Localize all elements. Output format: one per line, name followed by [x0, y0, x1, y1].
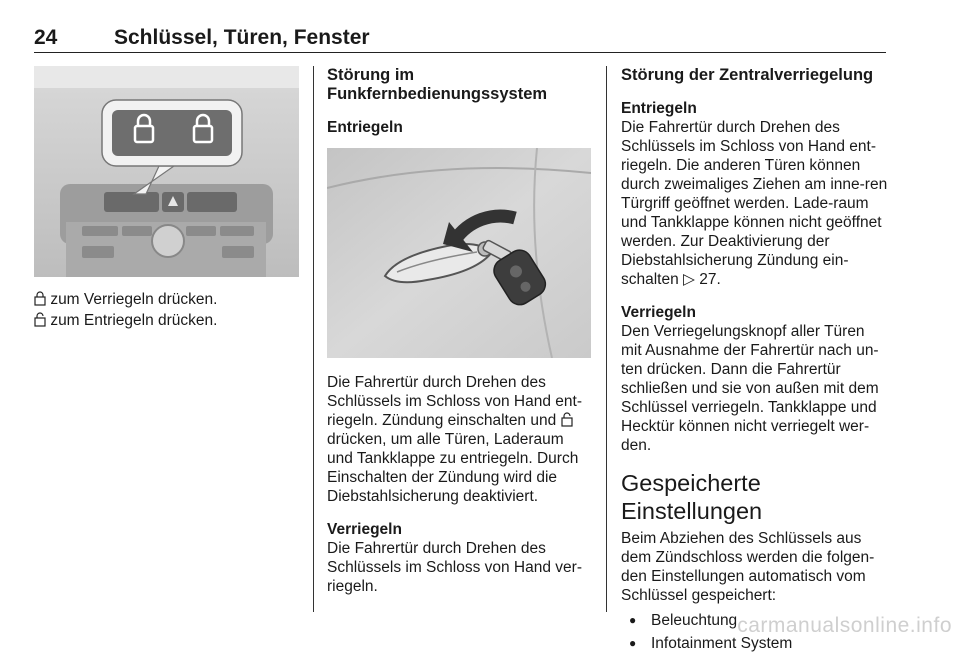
section-heading-remote-fault: Störung im Funkfernbedienungssystem	[327, 66, 548, 103]
console-lock-buttons-figure	[34, 66, 299, 277]
page-reference: 27.	[699, 271, 721, 288]
col3-entriegeln-paragraph	[621, 99, 889, 289]
door-key-figure	[327, 148, 591, 358]
verriegeln-text: Die Fahrertür durch Drehen des Schlüssels im Schloss von Hand ver-riegeln.	[327, 540, 582, 595]
column-divider-1	[313, 66, 314, 612]
lock-open-icon	[34, 312, 46, 327]
page-header	[34, 20, 886, 53]
unlock-instruction-text: zum Entriegeln drücken.	[50, 312, 218, 329]
entriegeln-paragraph	[327, 373, 593, 506]
page-reference-arrow-icon: ▷	[683, 271, 695, 288]
list-item: ● Infotainment System	[621, 634, 889, 653]
entriegeln-text-a: Die Fahrertür durch Drehen des Schlüssels im Schloss von Hand ent-riegeln. Zündung einschalten und	[327, 374, 583, 429]
col3-verriegeln-text: Den Verriegelungsknopf aller Türen mit Ausnahme der Fahrertür nach un-ten drücken. Dann die Fahrertür schließen und sie von außen mit dem Schlüssel verriegeln. Tankklappe und Hecktür können nicht verriegelt wer-den.	[621, 323, 879, 454]
section-heading-stored-settings: Gespeicherte Einstellungen	[621, 470, 763, 524]
page-number: 24	[34, 26, 58, 49]
section-heading-central-lock-fault: Störung der Zentralverriegelung	[621, 66, 874, 84]
column-2	[327, 66, 593, 137]
stored-settings-text: Beim Abziehen des Schlüssels aus dem Zündschloss werden die folgen-den Einstellungen automatisch vom Schlüssel gespeichert:	[621, 530, 875, 604]
col3-entriegeln-text: Die Fahrertür durch Drehen des Schlüssels im Schloss von Hand ent-riegeln. Die anderen Türen können durch zweimaliges Ziehen am inne-ren Türgriff geöffnet werden. Lade-raum und Tankklappe können nicht geöffnet werden. Zur Deaktivierung der Diebstahlsicherung Zündung ein-schalten	[621, 119, 888, 288]
unlock-instruction	[34, 311, 299, 330]
lock-instruction	[34, 290, 299, 309]
column-2-body	[327, 373, 593, 610]
subheading-entriegeln-2: Entriegeln	[621, 100, 697, 117]
lock-instruction-text: zum Verriegeln drücken.	[50, 291, 218, 308]
list-item: ● Beleuchtung	[621, 611, 889, 630]
lock-open-icon	[561, 412, 573, 427]
verriegeln-paragraph	[327, 520, 593, 596]
lock-closed-icon	[34, 291, 46, 306]
subheading-verriegeln: Verriegeln	[327, 521, 402, 538]
page-title: Schlüssel, Türen, Fenster	[114, 26, 370, 49]
subheading-entriegeln: Entriegeln	[327, 119, 403, 136]
watermark: carmanualsonline.info	[737, 614, 952, 637]
col3-verriegeln-paragraph	[621, 303, 889, 455]
column-1	[34, 290, 299, 344]
entriegeln-text-b: drücken, um alle Türen, Laderaum und Tankklappe zu entriegeln. Durch Einschalten der Zündung wird die Diebstahlsicherung deaktiviert.	[327, 431, 579, 505]
column-divider-2	[606, 66, 607, 612]
column-3	[621, 66, 889, 657]
subheading-verriegeln-2: Verriegeln	[621, 304, 696, 321]
